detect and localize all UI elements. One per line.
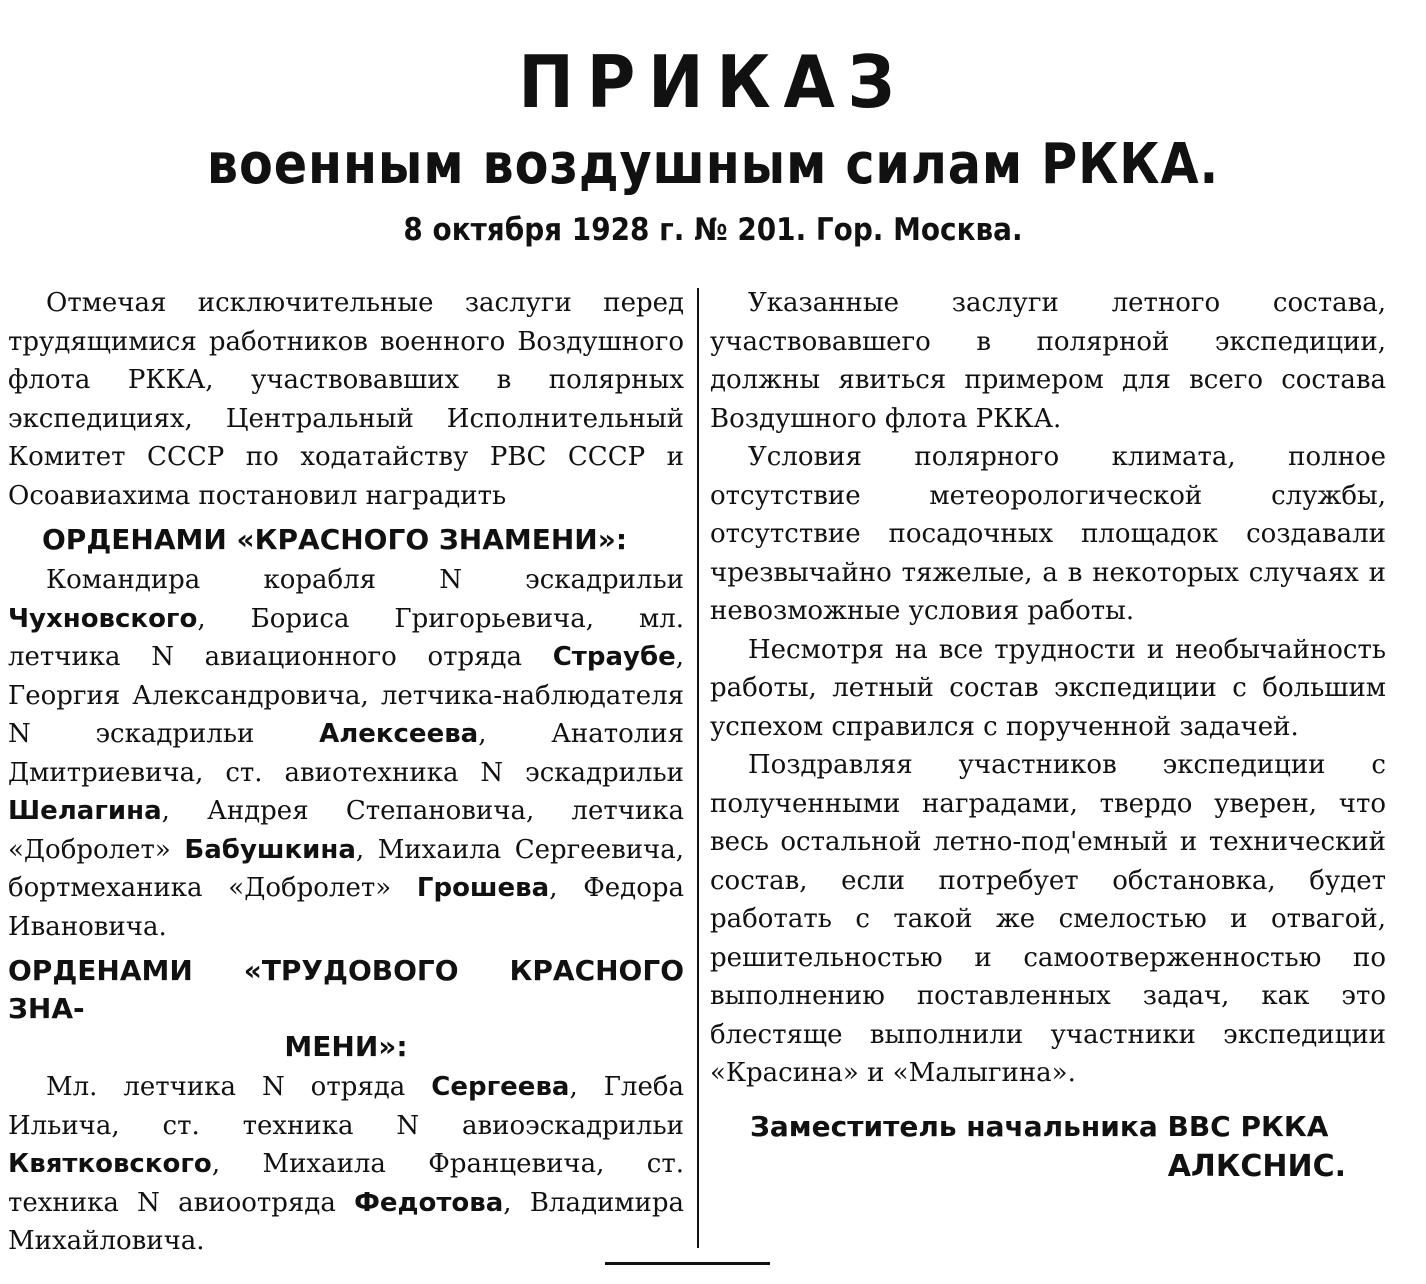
column-divider <box>697 288 699 1248</box>
bottom-divider <box>605 1262 770 1265</box>
dateline: 8 октября 1928 г. № 201. Гор. Москва. <box>403 212 1023 248</box>
heading-red-banner: ОРДЕНАМИ «КРАСНОГО ЗНАМЕНИ»: <box>42 523 628 556</box>
text-fragment: , Глеба Ильича, ст. техника N авиоэскадрильи <box>8 1072 684 1141</box>
congratulations-paragraph: Поздравляя участников экспедиции с полученными наградами, твердо уверен, что весь остальной летно-под'емный и технический состав, если потребует обстановка, будет работать с такой же смелостью и отвагой, решительностью и самоотверженностью по выполнению поставленных задач, как это блестяще выполнили участники экспедиции «Красина» и «Малыгина». <box>710 750 1386 1088</box>
recipient-name: Квятковского <box>8 1149 212 1179</box>
heading-line: МЕНИ»: <box>284 1030 408 1063</box>
success-paragraph: Несмотря на все трудности и необычайность работы, летный состав экспедиции с большим успехом справился с порученной задачей. <box>710 634 1386 742</box>
text-fragment: , Бориса Григорьевича, мл. летчика N авиационного отряда <box>8 603 684 672</box>
signature-name: АЛКСНИС. <box>1167 1148 1346 1184</box>
text-fragment: , Федора Ивановича. <box>8 873 684 942</box>
text-fragment: , Михаила Францевича, ст. техника N авиоотряда <box>8 1149 684 1218</box>
recipient-name: Бабушкина <box>184 834 356 865</box>
recipient-name: Страубе <box>552 642 676 672</box>
recipient-name: Сергеева <box>431 1072 570 1102</box>
signature-title: Заместитель начальника ВВС РККА <box>750 1109 1329 1143</box>
merit-paragraph: Указанные заслуги летного состава, участвовавшего в полярной экспедиции, должны явиться примером для всего состава Воздушного флота РККА. <box>710 288 1386 434</box>
left-column <box>8 284 684 1261</box>
recipient-name: Чухновского <box>8 603 198 634</box>
recipient-name: Алексеева <box>319 719 479 749</box>
order-subtitle: военным воздушным силам РККА. <box>206 132 1220 197</box>
right-column <box>710 284 1386 1187</box>
intro-paragraph: Отмечая исключительные заслуги перед трудящимися работников военного Воздушного флота РККА, участвовавших в полярных экспедициях, Центральный Исполнительный Комитет СССР по ходатайству РВС СССР и Осоавиахима постановил наградить <box>8 288 684 511</box>
heading-labor-red-banner <box>8 952 684 1066</box>
text-fragment: , Георгия Александровича, летчика-наблюдателя N эскадрильи <box>8 642 684 749</box>
recipient-name: Шелагина <box>8 796 162 826</box>
recipient-name: Федотова <box>354 1187 504 1218</box>
signature-block <box>710 1107 1386 1187</box>
red-banner-recipients <box>8 561 684 946</box>
masthead <box>0 40 1426 250</box>
text-fragment: , Михаила Сергеевича, бортмеханика «Добролет» <box>8 834 684 903</box>
conditions-paragraph: Условия полярного климата, полное отсутствие метеорологической службы, отсутствие посадочных площадок создавали чрезвычайно тяжелые, а в некоторых случаях и невозможные условия работы. <box>710 442 1386 626</box>
text-fragment: , Владимира Михайловича. <box>8 1187 684 1256</box>
text-fragment: Мл. летчика N отряда <box>46 1072 432 1102</box>
recipient-name: Грошева <box>416 873 550 903</box>
labor-banner-recipients <box>8 1068 684 1261</box>
text-fragment: , Анатолия Дмитриевича, ст. авиотехника N эскадрильи <box>8 719 685 788</box>
text-fragment: , Андрея Степановича, летчика «Добролет» <box>8 796 684 865</box>
text-fragment: Командира корабля N эскадрильи <box>46 565 684 595</box>
heading-line: ОРДЕНАМИ «ТРУДОВОГО КРАСНОГО ЗНА- <box>8 954 684 1025</box>
order-title: ПРИКАЗ <box>518 40 908 124</box>
